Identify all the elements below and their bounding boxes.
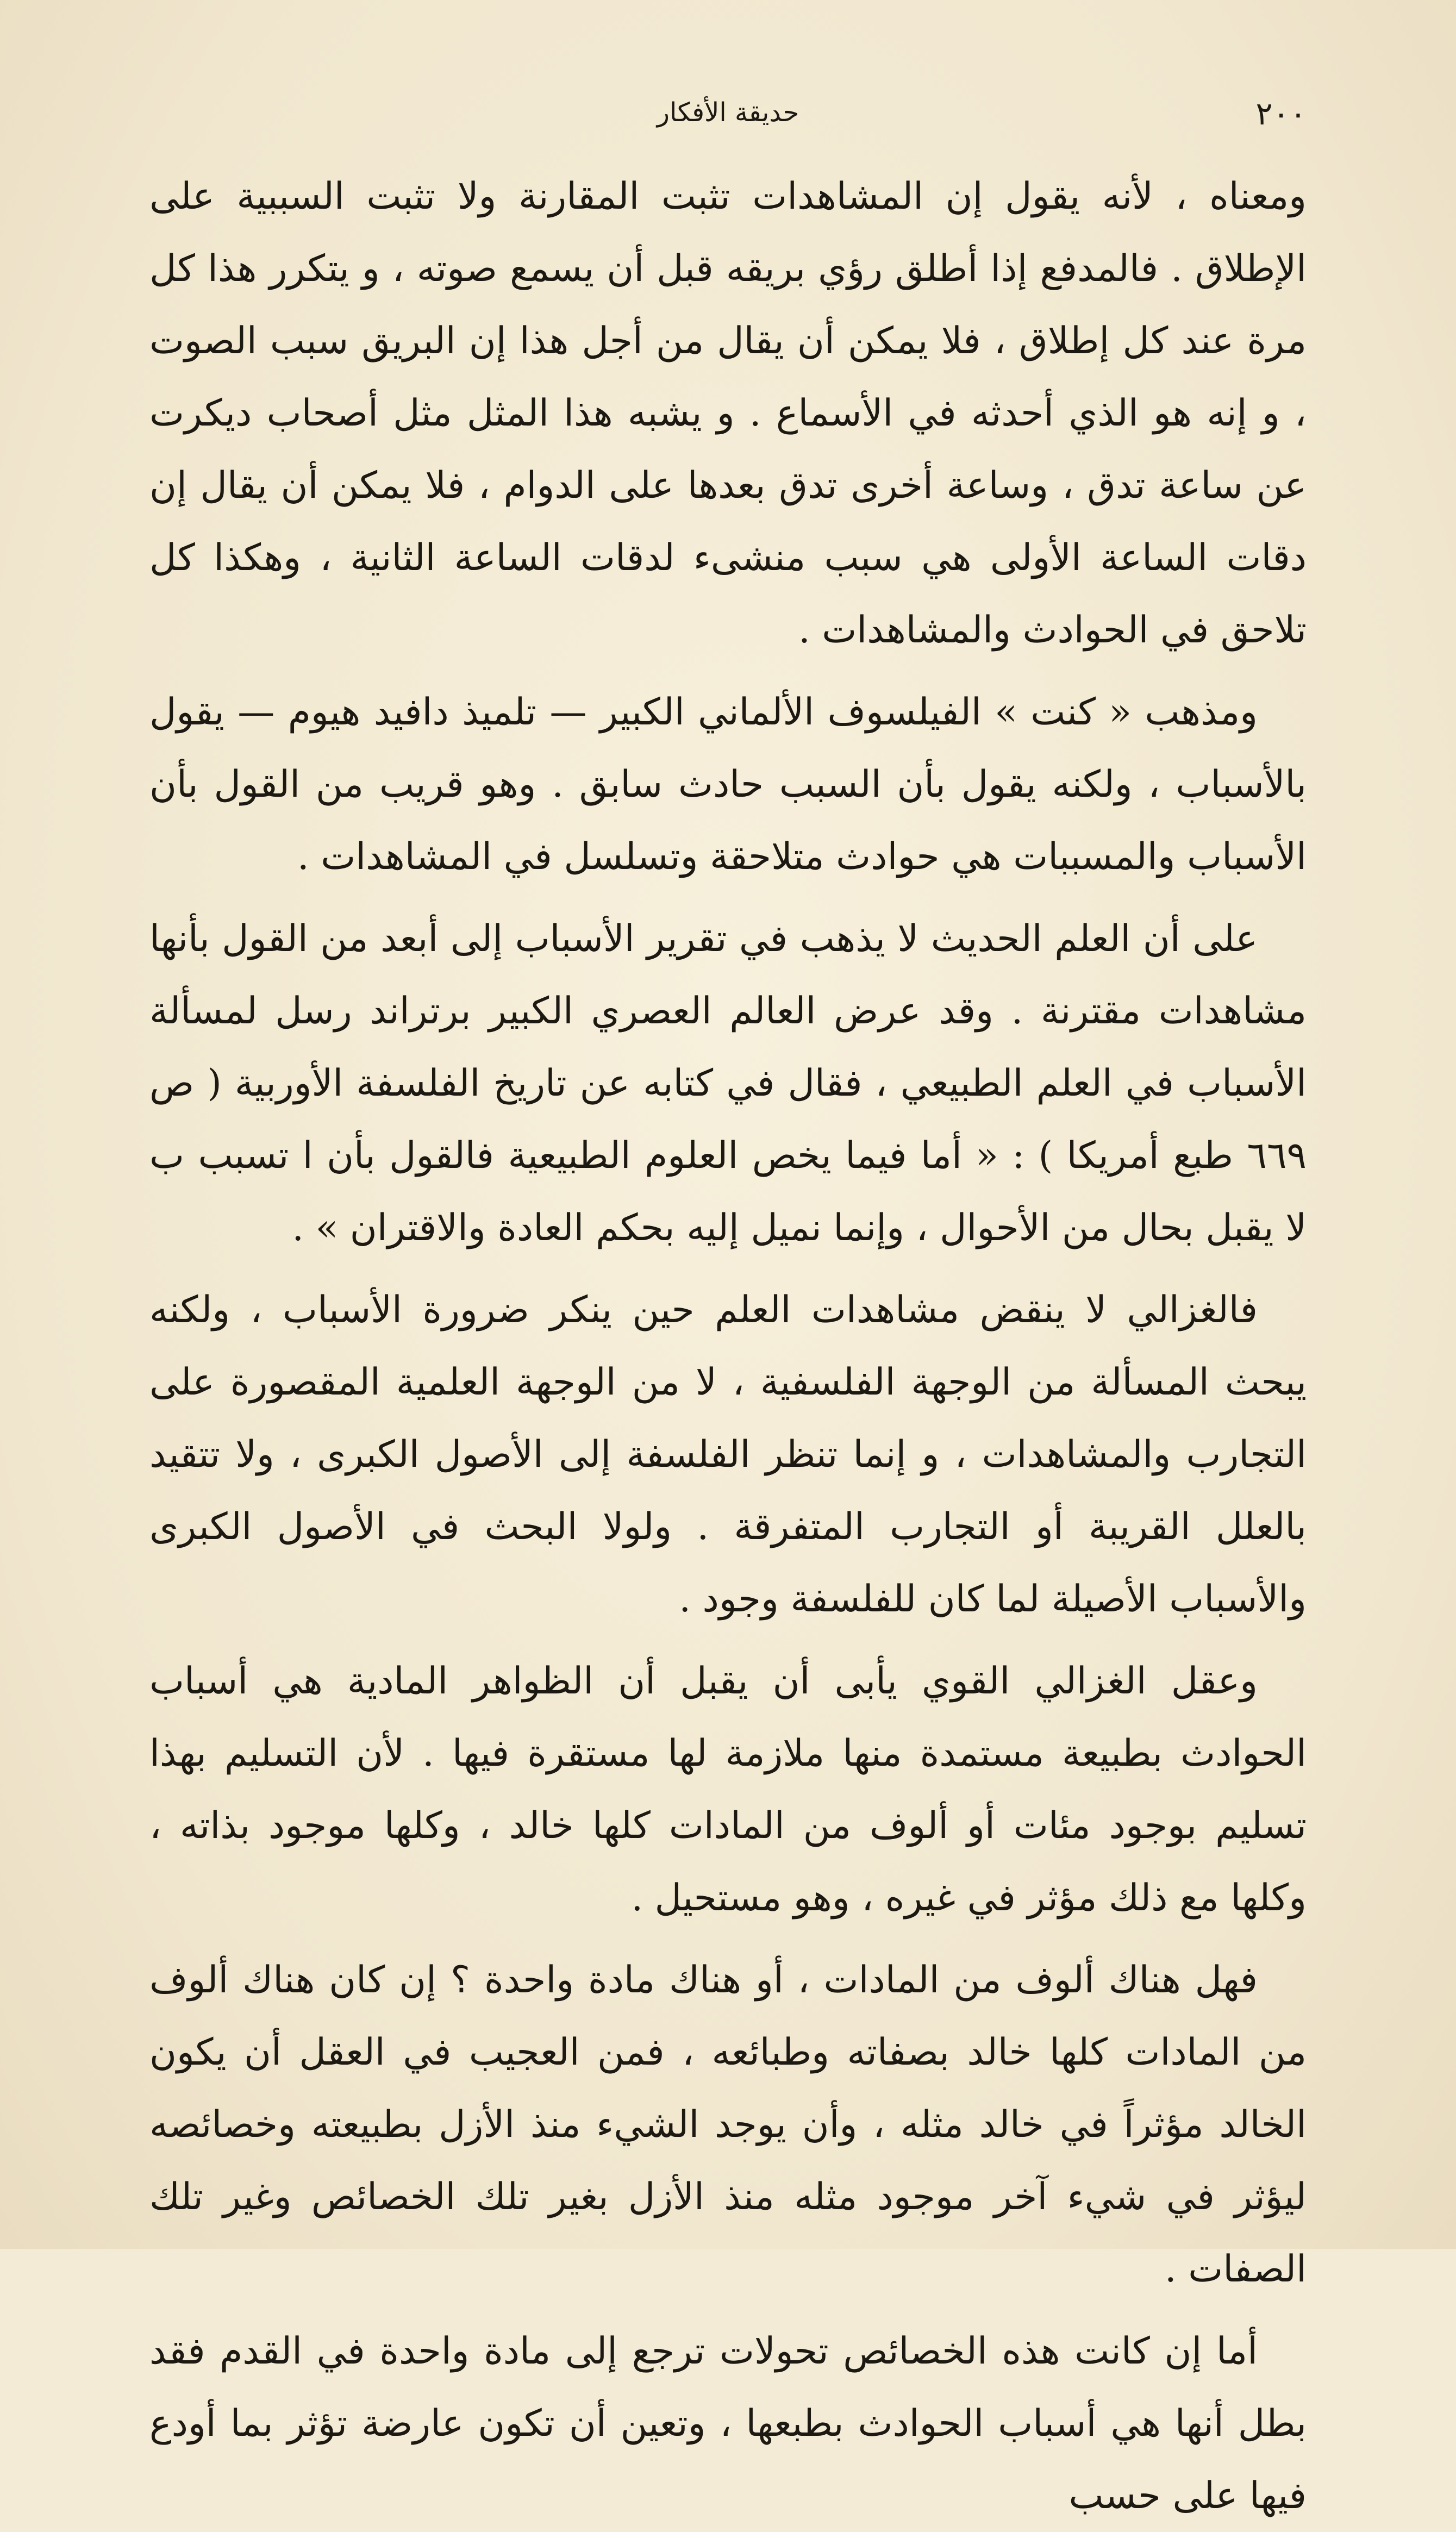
page-number: ٢٠٠ bbox=[1255, 95, 1307, 132]
paragraph: فالغزالي لا ينقض مشاهدات العلم حين ينكر ضرورة الأسباب ، ولكنه يبحث المسألة من الوجهة الفلسفية ، لا من الوجهة العلمية المقصورة على التجارب والمشاهدات ، و إنما تنظر الفلسفة إلى الأصول الكبرى ، ولا تتقيد بالعلل القريبة أو التجارب المتفرقة . ولولا البحث في الأصول الكبرى والأسباب الأصيلة لما كان للفلسفة وجود . bbox=[149, 1289, 1307, 1621]
paragraph: ومذهب « كنت » الفيلسوف الألماني الكبير — تلميذ دافيد هيوم — يقول بالأسباب ، ولكنه يقول بأن السبب حادث سابق . وهو قريب من القول بأن الأسباب والمسببات هي حوادث متلاحقة وتسلسل في المشاهدات . bbox=[149, 691, 1307, 878]
paragraph: أما إن كانت هذه الخصائص تحولات ترجع إلى مادة واحدة في القدم فقد بطل أنها هي أسباب الحوادث بطبعها ، وتعين أن تكون عارضة تؤثر بما أودع فيها على حسب bbox=[149, 2330, 1307, 2517]
paragraph: فهل هناك ألوف من المادات ، أو هناك مادة واحدة ؟ إن كان هناك ألوف من المادات كلها خالد بصفاته وطبائعه ، فمن العجيب في العقل أن يكون الخالد مؤثراً في خالد مثله ، وأن يوجد الشيء منذ الأزل بطبيعته وخصائصه ليؤثر في شيء آخر موجود مثله منذ الأزل بغير تلك الخصائص وغير تلك الصفات . bbox=[149, 1959, 1307, 2291]
paragraph: على أن العلم الحديث لا يذهب في تقرير الأسباب إلى أبعد من القول بأنها مشاهدات مقترنة . وقد عرض العالم العصري الكبير برتراند رسل لمسألة الأسباب في العلم الطبيعي ، فقال في كتابه عن تاريخ الفلسفة الأوربية ( ص ٦٦٩ طبع أمريكا ) : « أما فيما يخص العلوم الطبيعية فالقول بأن ا تسبب ب لا يقبل بحال من الأحوال ، وإنما نميل إليه بحكم العادة والاقتران » . bbox=[149, 917, 1307, 1249]
page-header bbox=[149, 95, 1307, 160]
body-text bbox=[149, 160, 1307, 2532]
running-title: حديقة الأفكار bbox=[657, 97, 799, 128]
paragraph: وعقل الغزالي القوي يأبى أن يقبل أن الظواهر المادية هي أسباب الحوادث بطبيعة مستمدة منها ملازمة لها مستقرة فيها . لأن التسليم بهذا تسليم بوجود مئات أو ألوف من المادات كلها خالد ، وكلها موجود بذاته ، وكلها مع ذلك مؤثر في غيره ، وهو مستحيل . bbox=[149, 1660, 1307, 1920]
paragraph: ومعناه ، لأنه يقول إن المشاهدات تثبت المقارنة ولا تثبت السببية على الإطلاق . فالمدفع إذا أطلق رؤي بريقه قبل أن يسمع صوته ، و يتكرر هذا كل مرة عند كل إطلاق ، فلا يمكن أن يقال من أجل هذا إن البريق سبب الصوت ، و إنه هو الذي أحدثه في الأسماع . و يشبه هذا المثل مثل أصحاب ديكرت عن ساعة تدق ، وساعة أخرى تدق بعدها على الدوام ، فلا يمكن أن يقال إن دقات الساعة الأولى هي سبب منشىء لدقات الساعة الثانية ، وهكذا كل تلاحق في الحوادث والمشاهدات . bbox=[149, 175, 1307, 652]
